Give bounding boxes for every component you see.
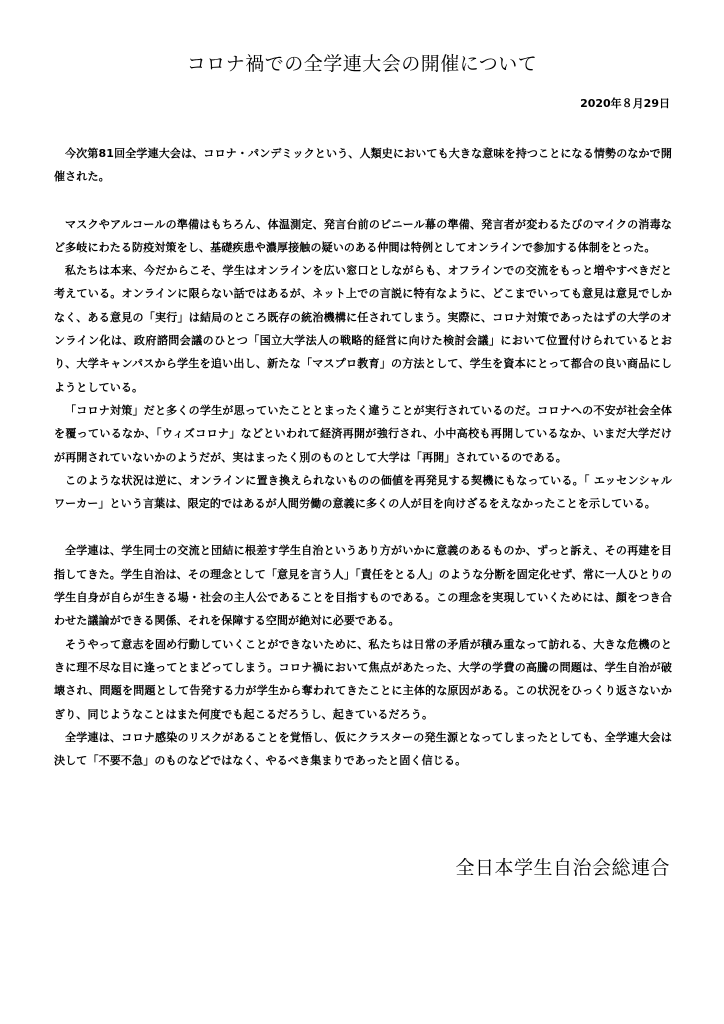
paragraph-corona-measures: 「コロナ対策」だと多くの学生が思っていたこととまったく違うことが実行されているのだ。コロナへの不安が社会全体を覆っているなか、「ウィズコロナ」などといわれて経済再開が強行され、小中高校も再開しているなか、いまだ大学だけが再開されていないかのようだが、実はまったく別のものとして大学は「再開」されているのである。	[54, 403, 672, 464]
document-body	[54, 142, 672, 772]
paragraph-essential-workers: このような状況は逆に、オンラインに置き換えられないものの価値を再発見する契機にもなっている。「 エッセンシャルワーカー」という言葉は、限定的ではあるが人間労働の意義に多くの人が目を向けざるをえなかったことを示している。	[54, 473, 672, 511]
document-date: 2020年８月29日	[580, 97, 670, 110]
paragraph-student-autonomy: 全学連は、学生同士の交流と団結に根差す学生自治というあり方がいかに意義のあるものか、ずっと訴え、その再建を目指してきた。学生自治は、その理念として「意見を言う人」「責任をとる人」のような分断を固定化せず、常に一人ひとりの学生自身が自らが生きる場・社会の主人公であることを目指すものである。この理念を実現していくためには、顔をつき合わせた議論ができる関係、それを保障する空間が絶対に必要である。	[54, 544, 673, 628]
signature-organization: 全日本学生自治会総連合	[455, 857, 670, 879]
paragraph-conclusion: 全学連は、コロナ感染のリスクがあることを覚悟し、仮にクラスターの発生源となってしまったとしても、全学連大会は決して「不要不急」のものなどではなく、やるべき集まりであったと固く信じる。	[54, 730, 672, 768]
section-gap	[54, 515, 672, 539]
paragraph-crisis: そうやって意志を固め行動していくことができないために、私たちは日常の矛盾が積み重なって訪れる、大きな危機のときに理不尽な目に逢ってとまどってしまう。コロナ禍において焦点があたった、大学の学費の高騰の問題は、学生自治が破壊され、問題を問題として告発する力が学生から奪われてきたことに主体的な原因がある。この状況をひっくり返さないかぎり、同じようなことはまた何度でも起こるだろうし、起きているだろう。	[54, 637, 672, 721]
document-title: コロナ禍での全学連大会の開催について	[186, 53, 538, 75]
section-gap	[54, 189, 672, 213]
paragraph-intro: 今次第81回全学連大会は、コロナ・パンデミックという、人類史においても大きな意味を持つことになる情勢のなかで開催された。	[54, 147, 672, 184]
paragraph-online: 私たちは本来、今だからこそ、学生はオンラインを広い窓口としながらも、オフラインでの交流をもっと増やすべきだと考えている。オンラインに限らない話ではあるが、ネット上での言説に特有なように、どこまでいっても意見は意見でしかなく、ある意見の「実行」は結局のところ既存の統治機構に任されてしまう。実際に、コロナ対策であったはずの大学のオンライン化は、政府諮問会議のひとつ「国立大学法人の戦略的経営に向けた検討会議」において位置付けられているとおり、大学キャンパスから学生を追い出し、新たな「マスプロ教育」の方法として、学生を資本にとって都合の良い商品にしようとしている。	[54, 264, 672, 394]
paragraph-prevention: マスクやアルコールの準備はもちろん、体温測定、発言台前のビニール幕の準備、発言者が変わるたびのマイクの消毒など多岐にわたる防疫対策をし、基礎疾患や濃厚接触の疑いのある仲間は特例としてオンラインで参加する体制をとった。	[54, 217, 672, 254]
